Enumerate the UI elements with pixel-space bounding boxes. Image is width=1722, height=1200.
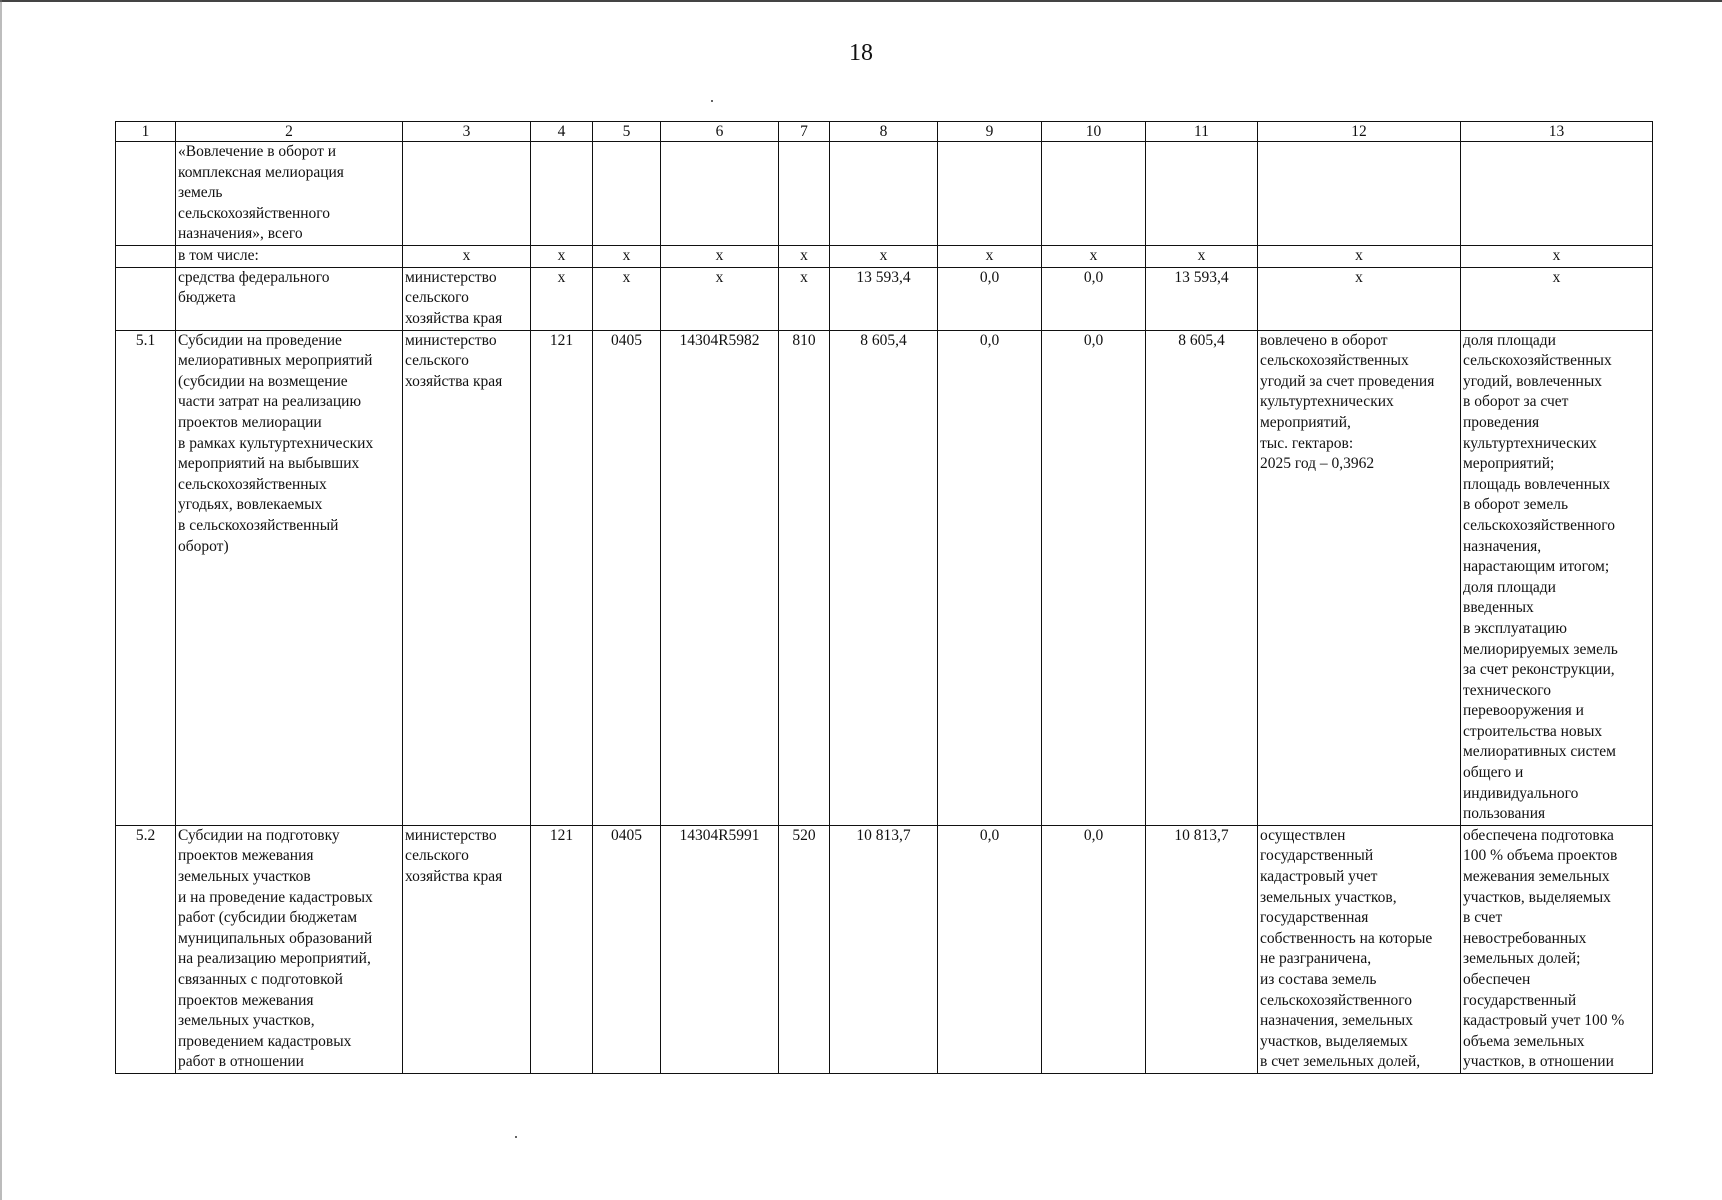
header-row xyxy=(116,122,1653,142)
amount-cell: 10 813,7 xyxy=(830,825,938,1073)
table-cell xyxy=(661,142,779,246)
budget-code: 0405 xyxy=(593,330,661,825)
budget-code: 0405 xyxy=(593,825,661,1073)
table-cell: x xyxy=(661,267,779,330)
table-cell: x xyxy=(779,267,830,330)
table-cell xyxy=(403,142,531,246)
row-number xyxy=(116,246,176,268)
header-cell: 10 xyxy=(1042,122,1146,142)
header-cell: 7 xyxy=(779,122,830,142)
responsible-executor: министерство сельского хозяйства края xyxy=(403,825,531,1073)
table-cell xyxy=(938,142,1042,246)
amount-cell: 0,0 xyxy=(1042,330,1146,825)
amount-cell: 0,0 xyxy=(938,267,1042,330)
row-title: Субсидии на проведение мелиоративных мероприятий (субсидии на возмещение части затрат на реализацию проектов мелиорации в рамках культуртехнических мероприятий на выбывших сельскохозяйственных угодьях, вовлекаемых в сельскохозяйственный оборот) xyxy=(176,330,403,825)
header-cell: 9 xyxy=(938,122,1042,142)
table-cell xyxy=(1146,142,1258,246)
table-cell: x xyxy=(938,246,1042,268)
budget-code: 14304R5982 xyxy=(661,330,779,825)
row-title: в том числе: xyxy=(176,246,403,268)
budget-code: 121 xyxy=(531,330,593,825)
amount-cell: 0,0 xyxy=(938,330,1042,825)
amount-cell: 0,0 xyxy=(1042,825,1146,1073)
table-cell: x xyxy=(593,246,661,268)
table-cell: x xyxy=(661,246,779,268)
header-cell: 12 xyxy=(1258,122,1461,142)
scan-speck xyxy=(515,1136,517,1138)
table-row xyxy=(116,246,1653,268)
table-cell: x xyxy=(531,267,593,330)
table-cell: x xyxy=(779,246,830,268)
header-cell: 11 xyxy=(1146,122,1258,142)
table-cell xyxy=(593,142,661,246)
amount-cell: 13 593,4 xyxy=(1146,267,1258,330)
table-cell xyxy=(830,142,938,246)
responsible-executor: министерство сельского хозяйства края xyxy=(403,267,531,330)
page-number: 18 xyxy=(849,40,873,66)
row-title: Субсидии на подготовку проектов межевания земельных участков и на проведение кадастровых работ (субсидии бюджетам муниципальных образований на реализацию мероприятий, связанных с подготовкой проектов межевания земельных участков, проведением кадастровых работ в отношении xyxy=(176,825,403,1073)
table-cell: x xyxy=(1258,267,1461,330)
table-cell xyxy=(779,142,830,246)
row-number: 5.1 xyxy=(116,330,176,825)
table-cell: x xyxy=(1461,267,1653,330)
expected-result: осуществлен государственный кадастровый учет земельных участков, государственная собственность на которые не разграничена, из состава земель сельскохозяйственного назначения, земельных участков, выделяемых в счет земельных долей, xyxy=(1258,825,1461,1073)
amount-cell: 13 593,4 xyxy=(830,267,938,330)
amount-cell: 0,0 xyxy=(1042,267,1146,330)
budget-code: 520 xyxy=(779,825,830,1073)
table-cell xyxy=(1461,142,1653,246)
table-cell: x xyxy=(1146,246,1258,268)
header-cell: 8 xyxy=(830,122,938,142)
amount-cell: 10 813,7 xyxy=(1146,825,1258,1073)
table-cell: x xyxy=(593,267,661,330)
target-indicator: доля площади сельскохозяйственных угодий, вовлеченных в оборот за счет проведения культуртехнических мероприятий; площадь вовлеченных в оборот земель сельскохозяйственного назначения, нарастающим итогом; доля площади введенных в эксплуатацию мелиорируемых земель за счет реконструкции, технического перевооружения и строительства новых мелиоративных систем общего и индивидуального пользования xyxy=(1461,330,1653,825)
row-title: «Вовлечение в оборот и комплексная мелиорация земель сельскохозяйственного назначения», всего xyxy=(176,142,403,246)
table-cell xyxy=(1258,142,1461,246)
table-cell: x xyxy=(1461,246,1653,268)
responsible-executor: министерство сельского хозяйства края xyxy=(403,330,531,825)
row-number: 5.2 xyxy=(116,825,176,1073)
budget-table xyxy=(115,121,1653,1074)
table-cell: x xyxy=(531,246,593,268)
table-row xyxy=(116,267,1653,330)
row-title: средства федерального бюджета xyxy=(176,267,403,330)
scan-speck xyxy=(711,100,713,102)
target-indicator: обеспечена подготовка 100 % объема проектов межевания земельных участков, выделяемых в счет невостребованных земельных долей; обеспечен государственный кадастровый учет 100 % объема земельных участков, в отношении xyxy=(1461,825,1653,1073)
table-cell xyxy=(531,142,593,246)
table-cell xyxy=(1042,142,1146,246)
budget-code: 121 xyxy=(531,825,593,1073)
header-cell: 3 xyxy=(403,122,531,142)
table-row xyxy=(116,142,1653,246)
table-cell: x xyxy=(830,246,938,268)
budget-code: 810 xyxy=(779,330,830,825)
expected-result: вовлечено в оборот сельскохозяйственных угодий за счет проведения культуртехнических мероприятий, тыс. гектаров: 2025 год – 0,3962 xyxy=(1258,330,1461,825)
scan-left-edge xyxy=(0,0,2,1200)
header-cell: 6 xyxy=(661,122,779,142)
header-cell: 1 xyxy=(116,122,176,142)
table-cell: x xyxy=(1042,246,1146,268)
amount-cell: 8 605,4 xyxy=(830,330,938,825)
header-cell: 4 xyxy=(531,122,593,142)
row-number xyxy=(116,267,176,330)
row-number xyxy=(116,142,176,246)
header-cell: 13 xyxy=(1461,122,1653,142)
table-row xyxy=(116,825,1653,1073)
scan-top-edge xyxy=(0,0,1722,2)
table-row xyxy=(116,330,1653,825)
amount-cell: 0,0 xyxy=(938,825,1042,1073)
table-cell: x xyxy=(403,246,531,268)
header-cell: 2 xyxy=(176,122,403,142)
header-cell: 5 xyxy=(593,122,661,142)
amount-cell: 8 605,4 xyxy=(1146,330,1258,825)
budget-code: 14304R5991 xyxy=(661,825,779,1073)
table-cell: x xyxy=(1258,246,1461,268)
